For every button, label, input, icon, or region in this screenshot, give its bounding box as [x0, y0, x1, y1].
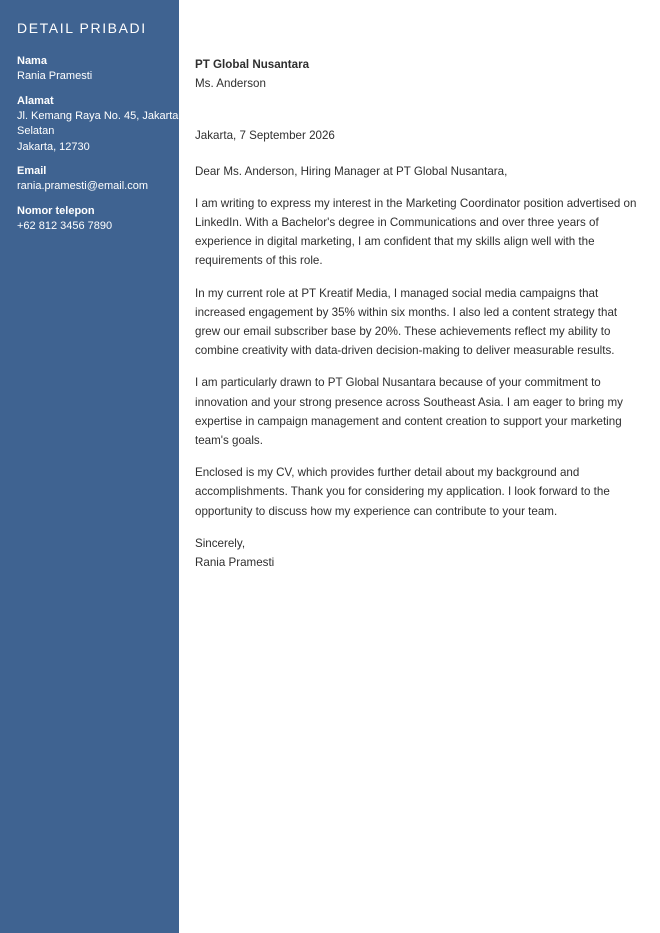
name-label: Nama [17, 55, 47, 67]
closing: Sincerely, [195, 536, 246, 550]
recipient-company: PT Global Nusantara [195, 58, 310, 71]
email-value: rania.pramesti@email.com [17, 180, 148, 193]
address-line: Selatan [17, 125, 55, 138]
paragraph-line: In my current role at PT Kreatif Media, I managed social media campaigns that [195, 286, 599, 300]
name-value: Rania Pramesti [17, 70, 93, 82]
paragraph-line: combine creativity with data-driven decision-making to deliver measurable results. [195, 344, 615, 358]
address-field [17, 94, 179, 156]
phone-label: Nomor telepon [17, 204, 95, 217]
paragraph-intro [195, 194, 640, 271]
paragraph-line: I am particularly drawn to PT Global Nusantara because of your commitment to [195, 376, 601, 390]
paragraph-motivation [195, 373, 640, 450]
recipient-name: Ms. Anderson [195, 77, 266, 91]
paragraph-experience [195, 284, 640, 361]
sidebar-title: DETAIL PRIBADI [17, 20, 147, 36]
address-label: Alamat [17, 94, 54, 107]
paragraph-line: LinkedIn. With a Bachelor's degree in Communications and over three years of [195, 216, 599, 230]
paragraph-line: requirements of this role. [195, 254, 323, 268]
name-field [17, 54, 169, 85]
paragraph-line: accomplishments. Thank you for considering my application. I look forward to the [195, 485, 610, 499]
phone-field [17, 204, 169, 235]
address-line: Jl. Kemang Raya No. 45, Jakarta [17, 109, 179, 122]
paragraph-line: experience in digital marketing, I am confident that my skills align well with the [195, 235, 595, 249]
paragraph-line: increased engagement by 35% within six months. I also led a content strategy that [195, 305, 618, 319]
letter-body [179, 0, 660, 933]
paragraph-line: innovation and your strong presence across Southeast Asia. I am eager to bring my [195, 395, 623, 409]
phone-value: +62 812 3456 7890 [17, 219, 113, 232]
personal-details-sidebar [0, 0, 179, 933]
paragraph-line: expertise in campaign management and content creation to support your marketing [195, 414, 622, 428]
address-line: Jakarta, 12730 [17, 140, 90, 153]
salutation: Dear Ms. Anderson, Hiring Manager at PT Global Nusantara, [195, 164, 508, 178]
email-label: Email [17, 165, 47, 178]
paragraph-line: team's goals. [195, 434, 263, 448]
paragraph-line: grew our email subscriber base by 20%. These achievements reflect my ability to [195, 325, 611, 339]
paragraph-line: I am writing to express my interest in the Marketing Coordinator position advertised on [195, 196, 637, 210]
signature-name: Rania Pramesti [195, 556, 275, 570]
paragraph-closing [195, 463, 640, 521]
address-value [17, 109, 179, 156]
letter-date: Jakarta, 7 September 2026 [195, 129, 335, 143]
email-field [17, 164, 169, 195]
paragraph-line: opportunity to discuss how my experience can contribute to your team. [195, 504, 558, 518]
paragraph-line: Enclosed is my CV, which provides further detail about my background and [195, 466, 580, 480]
